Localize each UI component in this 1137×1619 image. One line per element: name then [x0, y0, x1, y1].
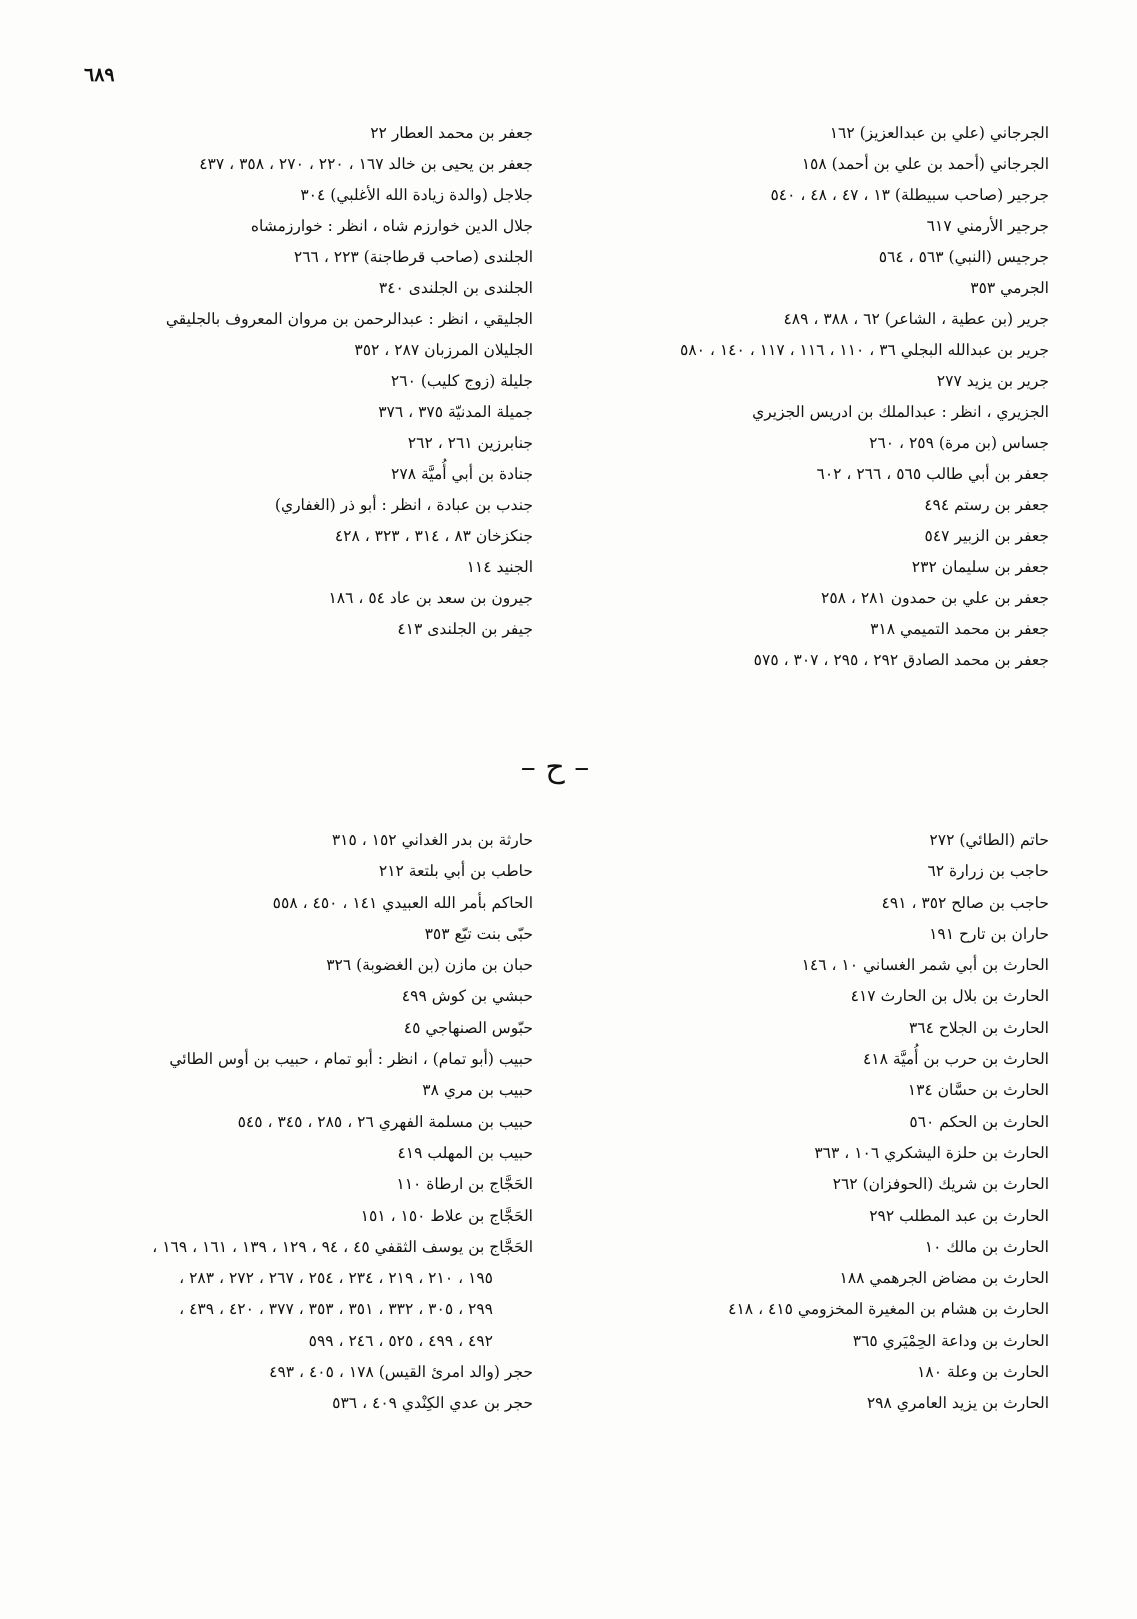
- index-entry: جعفر بن أبي طالب ٥٦٥ ، ٢٦٦ ، ٦٠٢: [816, 465, 1049, 483]
- index-entry: الحارث بن حرب بن أُميَّة ٤١٨: [862, 1050, 1049, 1069]
- index-entry: جعفر بن الزبير ٥٤٧: [924, 527, 1049, 545]
- index-entry: الجرجاني (علي بن عبدالعزيز) ١٦٢: [829, 124, 1049, 142]
- index-column-bottom-left: [53, 825, 533, 1420]
- index-column-top-right: [589, 118, 1049, 676]
- index-entry: جلاجل (والدة زيادة الله الأغلبي) ٣٠٤: [300, 186, 533, 204]
- index-entry: جلال الدين خوارزم شاه ، انظر : خوارزمشاه: [250, 217, 533, 235]
- index-entry: الحارث بن أبي شمر الغساني ١٠ ، ١٤٦: [801, 956, 1049, 975]
- index-entry: جعفر بن علي بن حمدون ٢٨١ ، ٢٥٨: [821, 589, 1049, 607]
- index-entry: جرجيس (النبي) ٥٦٣ ، ٥٦٤: [878, 248, 1049, 266]
- index-entry: جعفر بن يحيى بن خالد ١٦٧ ، ٢٢٠ ، ٢٧٠ ، ٣٥٨ ، ٤٣٧: [199, 155, 533, 173]
- index-entry: جنادة بن أبي أُميَّة ٢٧٨: [391, 465, 533, 483]
- index-entry: حارثة بن بدر الغداني ١٥٢ ، ٣١٥: [331, 831, 533, 849]
- index-entry: الحَجَّاج بن ارطاة ١١٠: [396, 1175, 533, 1194]
- index-entry: حبّوس الصنهاجي ٤٥: [403, 1018, 533, 1037]
- index-entry: الحَجَّاج بن يوسف الثقفي ٤٥ ، ٩٤ ، ١٢٩ ، ١٣٩ ، ١٦١ ، ١٦٩ ،: [152, 1237, 533, 1256]
- index-entry: الجلندى بن الجلندى ٣٤٠: [378, 279, 533, 297]
- index-entry: الجرجاني (أحمد بن علي بن أحمد) ١٥٨: [801, 155, 1049, 173]
- index-entry: حبان بن مازن (بن الغضوبة) ٣٢٦: [326, 956, 533, 975]
- index-entry: جعفر بن سليمان ٢٣٢: [911, 558, 1049, 576]
- index-entry: الحارث بن هشام بن المغيرة المخزومي ٤١٥ ، ٤١٨: [728, 1300, 1049, 1319]
- index-entry: حاطب بن أبي بلتعة ٢١٢: [378, 862, 533, 881]
- index-entry: ٢٩٩ ، ٣٠٥ ، ٣٣٢ ، ٣٥١ ، ٣٥٣ ، ٣٧٧ ، ٤٢٠ ، ٤٣٩ ،: [179, 1300, 493, 1319]
- index-entry: الجلندى (صاحب قرطاجنة) ٢٢٣ ، ٢٦٦: [293, 248, 533, 266]
- index-entry: الحارث بن شريك (الحوفزان) ٢٦٢: [832, 1175, 1049, 1194]
- index-entry: الجنيد ١١٤: [466, 558, 533, 576]
- index-entry: الحارث بن الجلاح ٣٦٤: [908, 1018, 1049, 1037]
- index-entry: جرجير (صاحب سبيطلة) ١٣ ، ٤٧ ، ٤٨ ، ٥٤٠: [770, 186, 1049, 204]
- index-entry: الحارث بن وعلة ١٨٠: [917, 1363, 1049, 1382]
- index-entry: جرير بن يزيد ٢٧٧: [936, 372, 1049, 390]
- index-entry: جنكزخان ٨٣ ، ٣١٤ ، ٣٢٣ ، ٤٢٨: [334, 527, 533, 545]
- index-entry: الحارث بن عبد المطلب ٢٩٢: [869, 1206, 1049, 1225]
- index-entry: جعفر بن رستم ٤٩٤: [924, 496, 1049, 514]
- index-entry: جيفر بن الجلندى ٤١٣: [397, 620, 533, 638]
- index-entry: جندب بن عبادة ، انظر : أبو ذر (الغفاري): [274, 496, 533, 514]
- index-entry: جميلة المدنيّة ٣٧٥ ، ٣٧٦: [378, 403, 533, 421]
- index-entry: الحارث بن حسَّان ١٣٤: [907, 1081, 1049, 1100]
- index-entry: حاجب بن زرارة ٦٢: [927, 862, 1049, 881]
- index-entry: ١٩٥ ، ٢١٠ ، ٢١٩ ، ٢٣٤ ، ٢٥٤ ، ٢٦٧ ، ٢٧٢ ، ٢٨٣ ،: [179, 1269, 493, 1288]
- index-entry: الجزيري ، انظر : عبدالملك بن ادريس الجزيري: [752, 403, 1049, 421]
- index-entry: الجليلان المرزبان ٢٨٧ ، ٣٥٢: [354, 341, 533, 359]
- index-entry: جعفر بن محمد التميمي ٣١٨: [870, 620, 1049, 638]
- index-entry: جساس (بن مرة) ٢٥٩ ، ٢٦٠: [869, 434, 1049, 452]
- index-entry: جعفر بن محمد الصادق ٢٩٢ ، ٢٩٥ ، ٣٠٧ ، ٥٧٥: [753, 651, 1049, 669]
- index-column-top-left: [53, 118, 533, 645]
- index-entry: الحارث بن مالك ١٠: [924, 1237, 1049, 1256]
- index-entry: الحَجَّاج بن علاط ١٥٠ ، ١٥١: [360, 1206, 533, 1225]
- index-entry: الحارث بن يزيد العامري ٢٩٨: [866, 1394, 1049, 1413]
- index-entry: جعفر بن محمد العطار ٢٢: [370, 124, 533, 142]
- index-entry: ٤٩٢ ، ٤٩٩ ، ٥٢٥ ، ٢٤٦ ، ٥٩٩: [308, 1331, 493, 1350]
- index-entry: حبيب بن مري ٣٨: [422, 1081, 533, 1100]
- index-entry: جرجير الأرمني ٦١٧: [926, 217, 1049, 235]
- index-entry: الحارث بن بلال بن الحارث ٤١٧: [850, 987, 1049, 1006]
- index-entry: الحارث بن وداعة الحِمْيَري ٣٦٥: [852, 1331, 1049, 1350]
- index-entry: حبيب بن المهلب ٤١٩: [397, 1143, 533, 1162]
- index-entry: حبيب بن مسلمة الفهري ٢٦ ، ٢٨٥ ، ٣٤٥ ، ٥٤٥: [237, 1112, 533, 1131]
- index-entry: الحارث بن مضاض الجرهمي ١٨٨: [839, 1269, 1049, 1288]
- page-number: ٦٨٩: [84, 64, 115, 86]
- index-entry: حبّى بنت تبّع ٣٥٣: [424, 924, 533, 943]
- index-entry: جيرون بن سعد بن عاد ٥٤ ، ١٨٦: [328, 589, 533, 607]
- index-entry: جرير (بن عطية ، الشاعر) ٦٢ ، ٣٨٨ ، ٤٨٩: [783, 310, 1049, 328]
- section-letter-heading: – ح –: [520, 750, 590, 785]
- index-entry: الحارث بن حلزة اليشكري ١٠٦ ، ٣٦٣: [814, 1143, 1049, 1162]
- index-entry: حاران بن تارح ١٩١: [929, 924, 1049, 943]
- index-entry: حبيب (أبو تمام) ، انظر : أبو تمام ، حبيب بن أوس الطائي: [169, 1050, 533, 1069]
- index-entry: الجرمي ٣٥٣: [970, 279, 1049, 297]
- index-entry: جرير بن عبدالله البجلي ٣٦ ، ١١٠ ، ١١٦ ، ١١٧ ، ١٤٠ ، ٥٨٠: [680, 341, 1049, 359]
- index-entry: الحارث بن الحكم ٥٦٠: [909, 1112, 1049, 1131]
- index-entry: جنابرزين ٢٦١ ، ٢٦٢: [407, 434, 533, 452]
- index-entry: الحاكم بأمر الله العبيدي ١٤١ ، ٤٥٠ ، ٥٥٨: [272, 893, 533, 912]
- index-column-bottom-right: [589, 825, 1049, 1420]
- index-entry: حاتم (الطائي) ٢٧٢: [929, 831, 1049, 849]
- index-entry: حاجب بن صالح ٣٥٢ ، ٤٩١: [881, 893, 1049, 912]
- index-entry: الجليقي ، انظر : عبدالرحمن بن مروان المعروف بالجليقي: [165, 310, 533, 328]
- index-entry: جليلة (زوج كليب) ٢٦٠: [390, 372, 533, 390]
- index-entry: حجر (والد امرئ القيس) ١٧٨ ، ٤٠٥ ، ٤٩٣: [269, 1363, 533, 1382]
- index-entry: حبشي بن كوش ٤٩٩: [401, 987, 533, 1006]
- index-entry: حجر بن عدي الكِنْدي ٤٠٩ ، ٥٣٦: [332, 1394, 533, 1413]
